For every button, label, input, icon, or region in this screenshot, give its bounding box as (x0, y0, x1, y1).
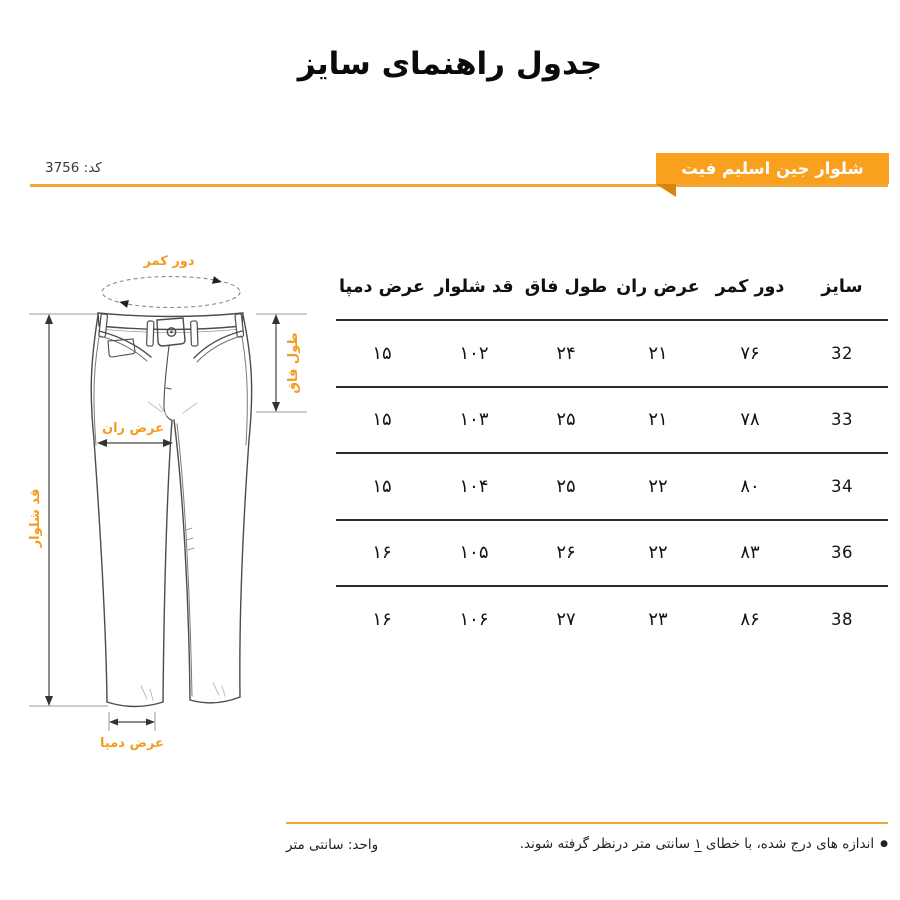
thigh-measure (97, 439, 173, 447)
size-row-34 (336, 453, 888, 520)
page-title: جدول راهنمای سایز (297, 46, 603, 82)
cell-waist: ۸۳ (740, 542, 760, 564)
cell-thigh: ۲۳ (648, 609, 668, 631)
cell-rise: ۲۵ (556, 475, 576, 497)
hem-label: عرض دمپا (100, 736, 164, 751)
cell-length: ۱۰۵ (459, 542, 489, 564)
cell-thigh: ۲۲ (648, 475, 668, 497)
note-tolerance: ۱ (694, 836, 702, 852)
banner-fold (656, 184, 676, 197)
cell-thigh: ۲۱ (648, 409, 668, 431)
cell-size: 38 (831, 610, 853, 630)
cell-length: ۱۰۲ (459, 342, 489, 364)
header-length: قد شلوار (434, 276, 514, 297)
unit-note: واحد: سانتی متر (286, 837, 379, 853)
thigh-label: عرض ران (101, 421, 165, 436)
cell-rise: ۲۴ (556, 342, 576, 364)
cell-length: ۱۰۴ (459, 475, 489, 497)
waist-label: دور کمر (143, 254, 195, 269)
header-hem: عرض دمپا (338, 276, 425, 297)
jeans-diagram (15, 240, 335, 760)
cell-rise: ۲۷ (556, 609, 576, 631)
cell-waist: ۸۰ (740, 475, 760, 497)
size-row-32 (336, 320, 888, 387)
cell-size: 33 (831, 410, 853, 430)
header-thigh: عرض ران (616, 276, 700, 297)
cell-length: ۱۰۶ (459, 609, 489, 631)
rise-label: طول فاق (286, 332, 301, 394)
header-waist: دور کمر (715, 276, 785, 297)
size-table-container (336, 254, 888, 653)
product-code: کد: 3756 (45, 160, 102, 176)
cell-waist: ۷۶ (740, 342, 760, 364)
product-banner: شلوار جین اسلیم فیت (656, 153, 889, 184)
cell-rise: ۲۵ (556, 409, 576, 431)
cell-thigh: ۲۱ (648, 342, 668, 364)
size-row-36 (336, 520, 888, 587)
cell-rise: ۲۶ (556, 542, 576, 564)
cell-hem: ۱۵ (372, 475, 392, 497)
waist-measure (102, 254, 240, 308)
cell-hem: ۱۶ (372, 542, 392, 564)
header-size: سایز (821, 276, 863, 297)
header-rise: طول فاق (524, 276, 608, 297)
note-prefix: اندازه های درج شده، با خطای (701, 836, 875, 852)
hem-measure (109, 712, 155, 731)
footer-rule (286, 822, 888, 824)
cell-size: 32 (831, 343, 853, 363)
cell-length: ۱۰۳ (459, 409, 489, 431)
bullet-icon: ● (880, 839, 888, 849)
jeans-outline (91, 313, 251, 707)
cell-waist: ۷۸ (740, 409, 760, 431)
cell-hem: ۱۶ (372, 609, 392, 631)
cell-hem: ۱۵ (372, 342, 392, 364)
cell-size: 36 (831, 543, 853, 563)
size-table (336, 254, 888, 653)
tolerance-note (520, 836, 888, 852)
cell-waist: ۸۶ (740, 609, 760, 631)
cell-size: 34 (831, 476, 853, 496)
size-table-header-row (336, 254, 888, 320)
cell-hem: ۱۵ (372, 409, 392, 431)
size-row-38 (336, 586, 888, 653)
size-row-33 (336, 387, 888, 454)
cell-thigh: ۲۲ (648, 542, 668, 564)
header-rule (30, 184, 888, 187)
length-label: قد شلوار (28, 488, 43, 548)
note-suffix: سانتی متر درنظر گرفته شوند. (519, 836, 695, 852)
